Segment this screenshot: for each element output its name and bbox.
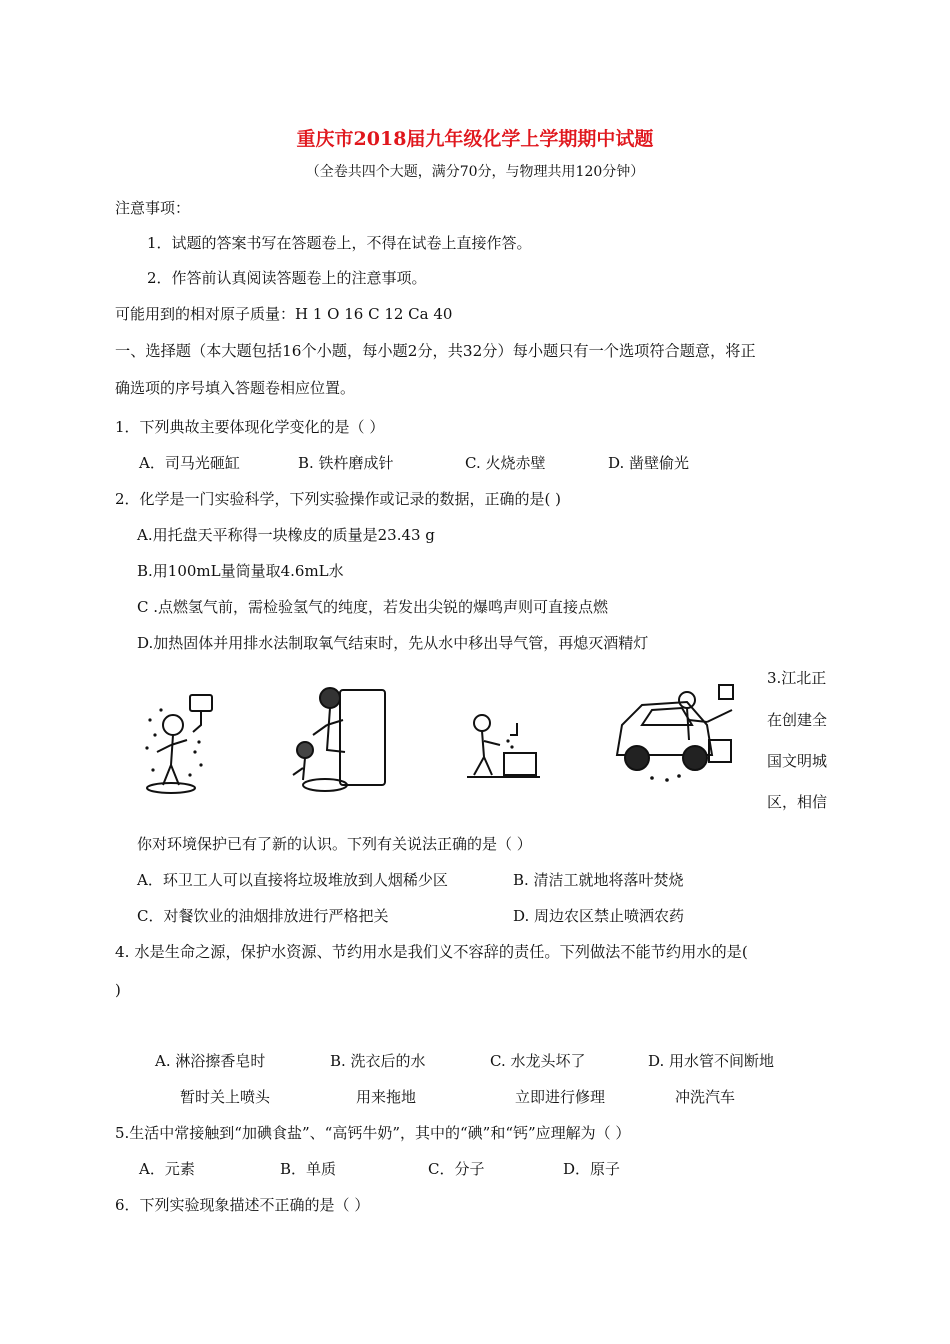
shower-illustration: [135, 690, 230, 795]
washing-illustration: [285, 680, 395, 795]
q2-option-d: D.加热固体并用排水法制取氧气结束时，先从水中移出导气管，再熄灭酒精灯: [137, 634, 649, 652]
car-wash-illustration: [607, 680, 742, 790]
q4-option-c-line1: C. 水龙头坏了: [490, 1052, 586, 1070]
q3-stem: 你对环境保护已有了新的认识。下列有关说法正确的是（ ）: [137, 835, 532, 853]
q3-option-c: C．对餐饮业的油烟排放进行严格把关: [137, 907, 389, 925]
q3-side-line-1: 3.江北正: [767, 669, 827, 687]
q3-side-line-2: 在创建全: [767, 711, 828, 729]
notice-item-2: 2．作答前认真阅读答题卷上的注意事项。: [147, 269, 427, 287]
q2-stem: 2．化学是一门实验科学，下列实验操作或记录的数据，正确的是( ): [115, 490, 562, 508]
q4-option-b-line1: B. 洗衣后的水: [330, 1052, 426, 1070]
page-title: 重庆市2018届九年级化学上学期期中试题: [296, 128, 654, 150]
q3-option-a: A．环卫工人可以直接将垃圾堆放到人烟稀少区: [137, 871, 448, 889]
q2-option-c: C .点燃氢气前，需检验氢气的纯度，若发出尖锐的爆鸣声则可直接点燃: [137, 598, 609, 616]
q5-stem: 5.生活中常接触到“加碘食盐”、“高钙牛奶”，其中的“碘”和“钙”应理解为（ ）: [115, 1124, 631, 1142]
q3-side-line-3: 国文明城: [767, 752, 828, 770]
q4-option-c-line2: 立即进行修理: [515, 1088, 606, 1106]
q2-option-a: A.用托盘天平称得一块橡皮的质量是23.43 g: [137, 526, 435, 544]
section1-line2: 确选项的序号填入答题卷相应位置。: [115, 379, 356, 397]
atomic-mass-line: 可能用到的相对原子质量：H 1 O 16 C 12 Ca 40: [115, 305, 453, 323]
q5-option-b: B．单质: [280, 1160, 337, 1178]
q4-option-d-line1: D. 用水管不间断地: [648, 1052, 775, 1070]
q4-stem-line1: 4. 水是生命之源，保护水资源、节约用水是我们义不容辞的责任。下列做法不能节约用水的是(: [115, 943, 748, 961]
q3-option-d: D. 周边农区禁止喷洒农药: [513, 907, 685, 925]
notice-heading: 注意事项：: [115, 199, 191, 217]
q5-option-c: C．分子: [428, 1160, 485, 1178]
q1-option-d: D. 凿壁偷光: [608, 454, 690, 472]
q4-stem-line2: ): [115, 981, 121, 999]
q2-option-b: B.用100mL量筒量取4.6mL水: [137, 562, 344, 580]
q4-option-a-line1: A. 淋浴擦香皂时: [155, 1052, 266, 1070]
q1-option-c: C. 火烧赤壁: [465, 454, 546, 472]
q5-option-d: D．原子: [563, 1160, 621, 1178]
q5-option-a: A．元素: [139, 1160, 195, 1178]
q4-option-a-line2: 暂时关上喷头: [180, 1088, 271, 1106]
q3-side-line-4: 区，相信: [767, 793, 828, 811]
q6-stem: 6．下列实验现象描述不正确的是（ ）: [115, 1196, 370, 1214]
notice-item-1: 1．试题的答案书写在答题卷上，不得在试卷上直接作答。: [147, 234, 532, 252]
q1-option-a: A．司马光砸缸: [139, 454, 240, 472]
faucet-repair-illustration: [462, 705, 544, 785]
q3-option-b: B. 清洁工就地将落叶焚烧: [513, 871, 684, 889]
q4-option-d-line2: 冲洗汽车: [675, 1088, 736, 1106]
q4-option-b-line2: 用来拖地: [356, 1088, 417, 1106]
section1-line1: 一、选择题（本大题包括16个小题，每小题2分，共32分）每小题只有一个选项符合题意，将正: [115, 342, 756, 360]
q1-stem: 1．下列典故主要体现化学变化的是（ ）: [115, 418, 385, 436]
page-subtitle: （全卷共四个大题，满分70分，与物理共用120分钟）: [305, 164, 645, 180]
q1-option-b: B. 铁杵磨成针: [298, 454, 394, 472]
